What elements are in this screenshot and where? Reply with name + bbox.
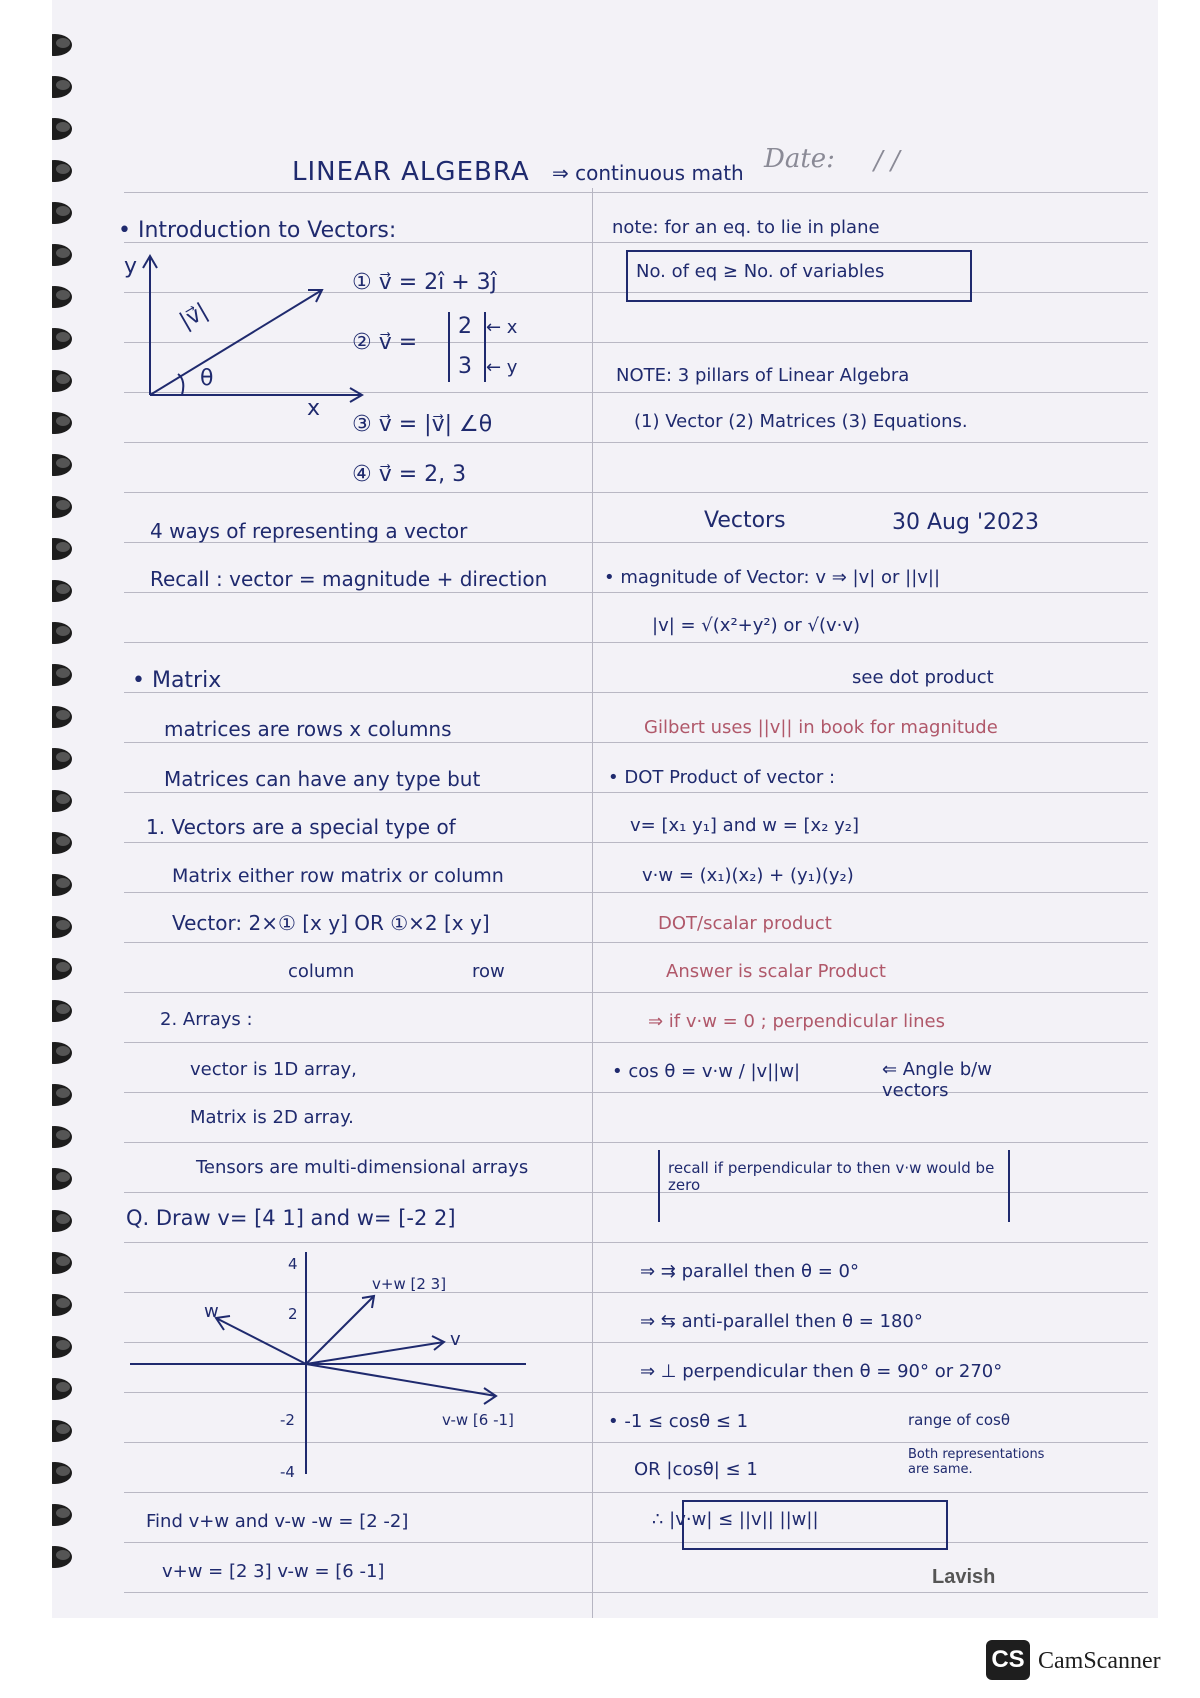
recall-note: Recall : vector = magnitude + direction <box>150 567 548 591</box>
matrix-line-3: 1. Vectors are a special type of <box>146 815 456 839</box>
spiral-ring <box>52 916 72 938</box>
rule-line <box>124 892 1148 893</box>
page-subtitle: ⇒ continuous math <box>552 161 744 185</box>
column-divider <box>592 188 593 1618</box>
ways-note: 4 ways of representing a vector <box>150 519 468 543</box>
rule-line <box>124 1142 1148 1143</box>
vector-arrow-line <box>150 290 322 395</box>
arrays-line-3: Tensors are multi-dimensional arrays <box>196 1157 529 1178</box>
spiral-ring <box>52 1378 72 1400</box>
column-label: column <box>288 961 355 982</box>
rule-line <box>124 592 1148 593</box>
graph-y-tick-minus-4: -4 <box>280 1463 295 1481</box>
spiral-ring <box>52 202 72 224</box>
spiral-ring <box>52 244 72 266</box>
x-axis-label: x <box>307 396 321 421</box>
rep2-y-note: ← y <box>486 357 518 378</box>
matrix-line-1: matrices are rows x columns <box>164 717 452 741</box>
final-inequality: ∴ |v·w| ≤ ||v|| ||w|| <box>652 1509 819 1530</box>
spiral-ring <box>52 118 72 140</box>
draw-question: Q. Draw v= [4 1] and w= [-2 2] <box>126 1206 456 1230</box>
perpendicular-angle-note: ⇒ ⊥ perpendicular then θ = 90° or 270° <box>640 1361 1003 1382</box>
spiral-ring <box>52 1294 72 1316</box>
range-alt: OR |cosθ| ≤ 1 <box>634 1459 758 1480</box>
rule-line <box>124 1042 1148 1043</box>
arrays-line-1: vector is 1D array, <box>190 1059 357 1080</box>
graph-v-label: v <box>450 1329 461 1350</box>
matrix-line-2: Matrices can have any type but <box>164 767 481 791</box>
spiral-ring <box>52 1336 72 1358</box>
rule-line <box>124 642 1148 643</box>
matrix-line-5: Vector: 2×① [x y] OR ①×2 [x y] <box>172 911 490 935</box>
cos-formula: • cos θ = v·w / |v||w| <box>612 1061 801 1082</box>
rep2-bottom-entry: 3 <box>458 354 472 379</box>
perpendicular-note: ⇒ if v·w = 0 ; perpendicular lines <box>648 1011 945 1032</box>
dot-product-definition: v= [x₁ y₁] and w = [x₂ y₂] <box>630 815 860 836</box>
note-plane: note: for an eq. to lie in plane <box>612 217 880 238</box>
spiral-ring <box>52 958 72 980</box>
page-title: LINEAR ALGEBRA <box>292 157 530 187</box>
rule-line <box>124 792 1148 793</box>
spiral-ring <box>52 832 72 854</box>
arrays-line-2: Matrix is 2D array. <box>190 1107 354 1128</box>
magnitude-label: |v⃗| <box>175 298 213 335</box>
theta-label: θ <box>200 366 214 391</box>
rule-line <box>124 742 1148 743</box>
angle-note: ⇐ Angle b/w vectors <box>882 1059 992 1101</box>
spiral-ring <box>52 76 72 98</box>
dot-scalar-note: DOT/scalar product <box>658 913 832 934</box>
graph-y-tick-2: 2 <box>288 1305 298 1323</box>
graph-w-label: w <box>204 1301 219 1322</box>
spiral-ring <box>52 286 72 308</box>
recall-box-text: recall if perpendicular to then v·w would be zero <box>668 1159 995 1195</box>
representation-4: ④ v⃗ = 2, 3 <box>352 462 467 487</box>
matrix-line-4: Matrix either row matrix or column <box>172 865 504 887</box>
spiral-ring <box>52 160 72 182</box>
rule-line <box>124 192 1148 193</box>
spiral-ring <box>52 874 72 896</box>
dot-product-formula: v·w = (x₁)(x₂) + (y₁)(y₂) <box>642 865 854 886</box>
dot-product-heading: • DOT Product of vector : <box>608 767 836 788</box>
spiral-ring <box>52 34 72 56</box>
range-note-2: Both representations are same. <box>908 1447 1045 1477</box>
date-slashes: / / <box>874 146 900 176</box>
spiral-ring <box>52 1462 72 1484</box>
vector-w-line <box>216 1318 306 1364</box>
spiral-ring <box>52 790 72 812</box>
representation-1: ① v⃗ = 2î + 3ĵ <box>352 270 497 295</box>
y-axis-label: y <box>124 254 138 279</box>
spiral-ring <box>52 328 72 350</box>
spiral-ring <box>52 412 72 434</box>
magnitude-line: • magnitude of Vector: v ⇒ |v| or ||v|| <box>604 567 941 588</box>
find-prompt: Find v+w and v-w -w = [2 -2] <box>146 1511 409 1532</box>
spiral-ring <box>52 454 72 476</box>
arrays-heading: 2. Arrays : <box>160 1009 253 1030</box>
graph-vmw-label: v-w [6 -1] <box>442 1411 514 1429</box>
vector-sketch <box>112 250 372 400</box>
vector-graph <box>126 1248 586 1478</box>
spiral-ring <box>52 496 72 518</box>
pillars-list: (1) Vector (2) Matrices (3) Equations. <box>634 411 968 432</box>
vectors-heading: Vectors <box>704 508 786 533</box>
rule-line <box>124 492 1148 493</box>
rule-line <box>124 1492 1148 1493</box>
range-note: range of cosθ <box>908 1411 1011 1429</box>
notebook-page <box>52 0 1158 1618</box>
rule-line <box>124 1542 1148 1543</box>
rep2-top-entry: 2 <box>458 314 472 339</box>
vector-vmw-line <box>306 1364 496 1396</box>
spiral-ring <box>52 538 72 560</box>
spiral-ring <box>52 706 72 728</box>
matrix-heading: • Matrix <box>132 668 222 693</box>
graph-vpw-label: v+w [2 3] <box>372 1275 447 1293</box>
camscanner-logo: CS <box>986 1640 1030 1680</box>
spiral-ring <box>52 664 72 686</box>
spiral-ring <box>52 1168 72 1190</box>
equation-box-text: No. of eq ≥ No. of variables <box>636 261 885 282</box>
rep2-x-note: ← x <box>486 317 518 338</box>
spiral-ring <box>52 622 72 644</box>
rule-line <box>124 842 1148 843</box>
date-label: Date: <box>764 144 835 174</box>
rule-line <box>124 992 1148 993</box>
spiral-ring <box>52 1126 72 1148</box>
row-label: row <box>472 961 505 982</box>
spiral-ring <box>52 748 72 770</box>
spiral-ring <box>52 1504 72 1526</box>
antiparallel-note: ⇒ ⇆ anti-parallel then θ = 180° <box>640 1311 923 1332</box>
rule-line <box>124 942 1148 943</box>
graph-y-tick-4: 4 <box>288 1255 298 1273</box>
rule-line <box>124 1242 1148 1243</box>
rule-line <box>124 442 1148 443</box>
see-dot-product: see dot product <box>852 667 994 688</box>
gilbert-note: Gilbert uses ||v|| in book for magnitude <box>644 717 998 738</box>
find-result: v+w = [2 3] v-w = [6 -1] <box>162 1561 385 1582</box>
representation-2: ② v⃗ = <box>352 330 418 355</box>
spiral-ring <box>52 1252 72 1274</box>
spiral-ring <box>52 1000 72 1022</box>
spiral-ring <box>52 1546 72 1568</box>
vectors-date: 30 Aug '2023 <box>892 510 1039 535</box>
answer-note: Answer is scalar Product <box>666 961 886 982</box>
vector-v-line <box>306 1342 444 1364</box>
magnitude-formula: |v| = √(x²+y²) or √(v·v) <box>652 615 861 636</box>
range-inequality: • -1 ≤ cosθ ≤ 1 <box>608 1411 749 1432</box>
rule-line <box>124 692 1148 693</box>
note-pillars: NOTE: 3 pillars of Linear Algebra <box>616 365 910 386</box>
spiral-ring <box>52 1042 72 1064</box>
graph-y-tick-minus-2: -2 <box>280 1411 295 1429</box>
intro-heading: • Introduction to Vectors: <box>118 218 397 243</box>
parallel-note: ⇒ ⇉ parallel then θ = 0° <box>640 1261 859 1282</box>
spiral-ring <box>52 1210 72 1232</box>
camscanner-brand: CamScanner <box>1038 1648 1161 1674</box>
rule-line <box>124 1592 1148 1593</box>
author-name: Lavish <box>932 1566 996 1588</box>
spiral-ring <box>52 1084 72 1106</box>
spiral-ring <box>52 370 72 392</box>
spiral-ring <box>52 580 72 602</box>
spiral-ring <box>52 1420 72 1442</box>
representation-3: ③ v⃗ = |v⃗| ∠θ <box>352 412 493 437</box>
